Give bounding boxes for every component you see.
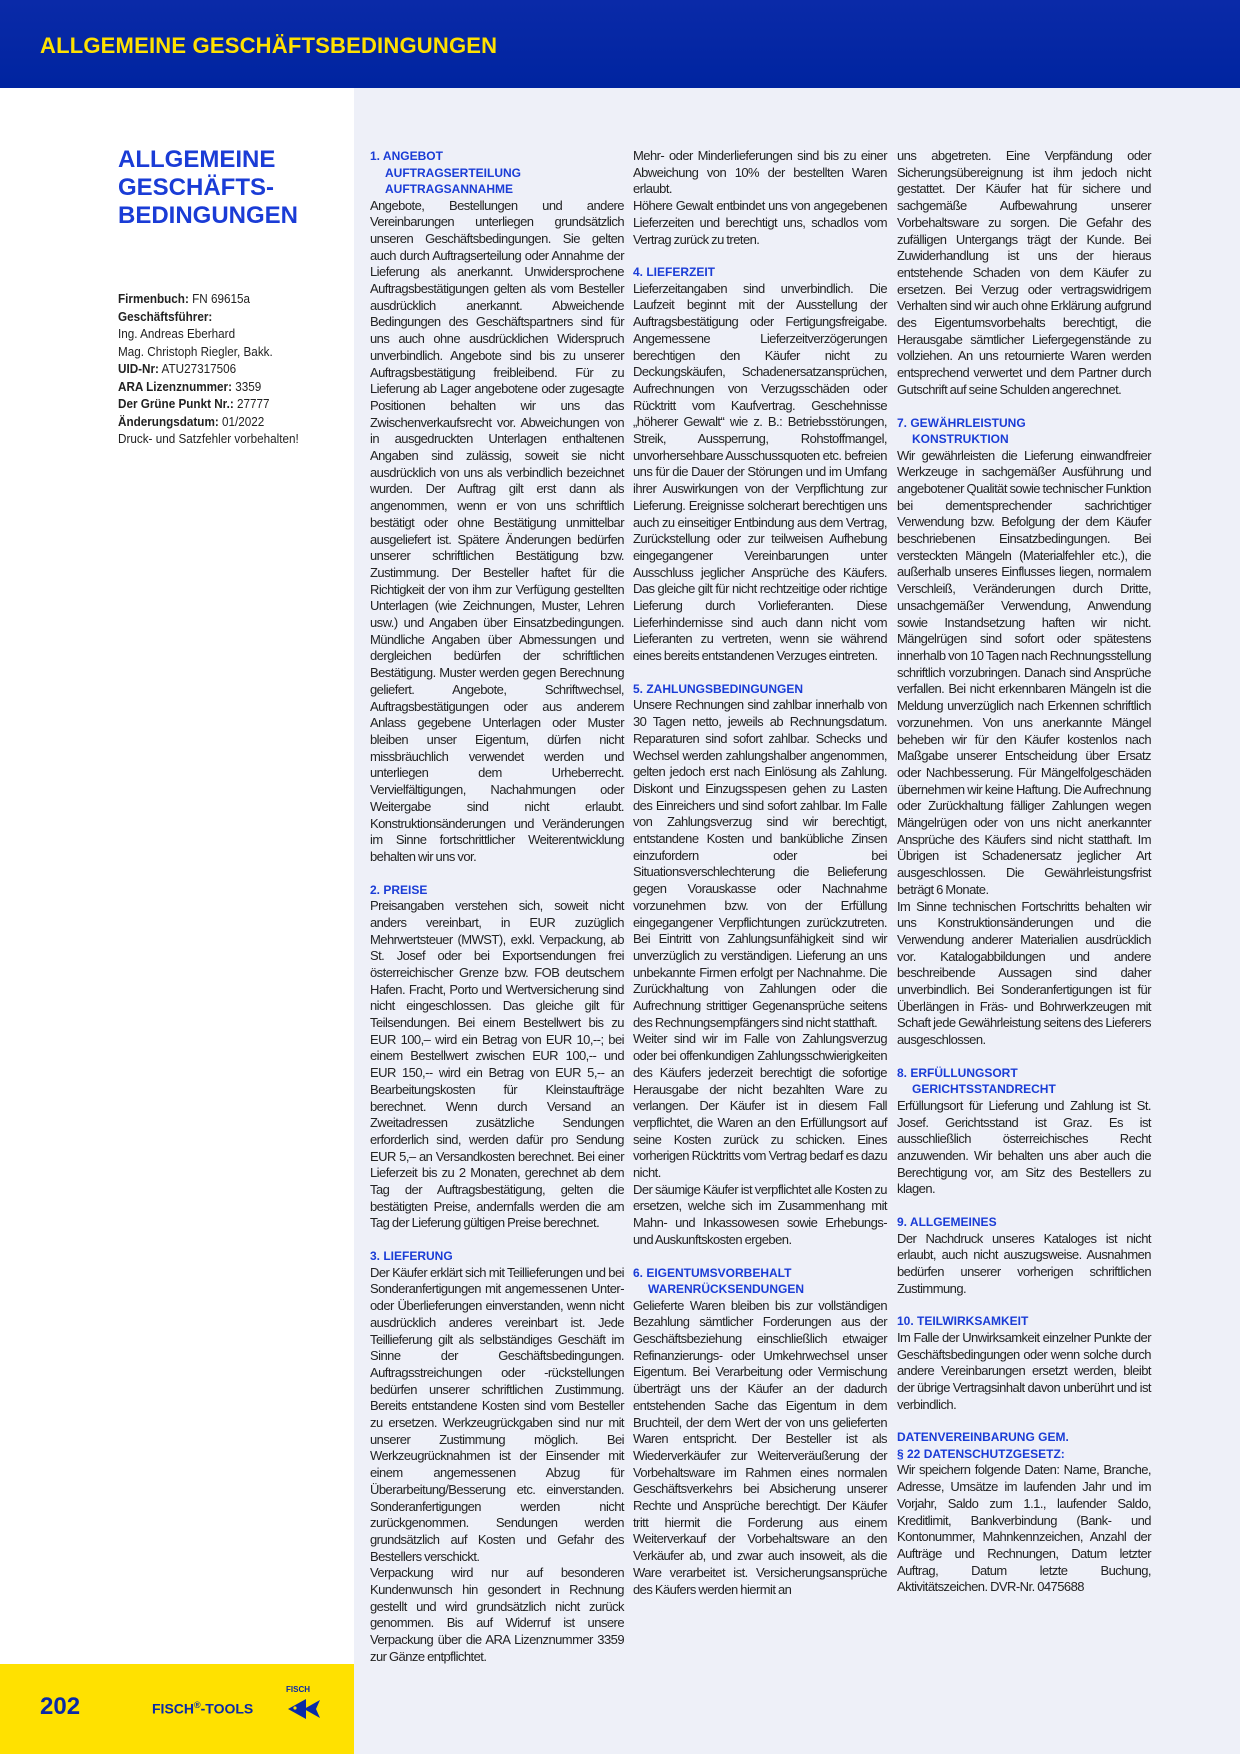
section-heading — [897, 415, 1151, 448]
section-paragraph: uns abgetreten. Eine Verpfändung oder Sicherungsübereignung ist ihm jedoch nicht gestattet. Der Käufer hat für sichere und sachgemäße Aufbewahrung unserer Vorbehaltsware zu sorgen. Die Gefahr des zufälligen Untergangs trägt der Kunde. Bei Zuwiderhandlung ist uns der hieraus entstehende Schaden von dem Käufer zu ersetzen. Bei Verzug oder vertragswidrigem Verhalten sind wir auch ohne Erklärung aufgrund des Eigentumsvorbehalts berechtigt, die Herausgabe sämtlicher Liefergegenstände zu vollziehen. An uns retournierte Waren werden entsprechend verwertet und dem Partner durch Gutschrift auf seine Schulden angerechnet. — [897, 148, 1151, 397]
section-zahlungsbedingungen — [633, 681, 887, 1249]
section-paragraph: Der säumige Käufer ist verpflichtet alle Kosten zu ersetzen, welche sich im Zusammenhang mit Mahn- und Inkassowesen sowie Erhebungs- und Auskunftskosten ergeben. — [633, 1181, 887, 1247]
info-value: 01/2022 — [218, 413, 265, 429]
section-heading-line: 10. TEILWIRKSAMKEIT — [897, 1314, 1029, 1329]
section-heading-line: 3. LIEFERUNG — [370, 1249, 453, 1264]
page-number: 202 — [40, 1693, 81, 1720]
section-lieferung-continued — [633, 148, 887, 248]
section-heading-line: WARENRÜCKSENDUNGEN — [648, 1282, 805, 1297]
column-1 — [370, 148, 624, 1682]
section-heading-line: 6. EIGENTUMSVORBEHALT — [633, 1265, 792, 1280]
info-value: Ing. Andreas Eberhard — [118, 326, 236, 341]
section-paragraph: Preisangaben verstehen sich, soweit nicht anders vereinbart, in EUR zuzüglich Mehrwertsteuer (MWST), exkl. Verpackung, ab St. Josef oder bei Exportsendungen frei österreichischer Grenze bzw. FOB deutschem Hafen. Fracht, Porto und Wertversicherung sind nicht eingeschlossen. Das gleiche gilt für Teilsendungen. Bei einem Bestellwert bis zu EUR 100,– wird ein Betrag von EUR 10,--; bei einem Bestellwert zwischen EUR 100,-- und EUR 150,-- wird ein Betrag von EUR 5,-- an Bearbeitungskosten für Kleinstaufträge berechnet. Wenn durch Versand an Zweitadressen zusätzliche Sendungen erforderlich sind, werden dafür pro Sendung EUR 5,– an Versandkosten berechnet. Bei einer Lieferzeit bis zu 2 Monaten, gerechnet ab dem Tag der Auftragsbestätigung, gelten die bestätigten Preise, andernfalls werden die am Tag der Lieferung gültigen Preise berechnet. — [370, 898, 624, 1231]
section-eigentumsvorbehalt-continued — [897, 148, 1151, 399]
section-heading — [897, 1313, 1151, 1330]
info-row — [118, 395, 338, 413]
info-row — [118, 290, 338, 308]
section-paragraph: Wir speichern folgende Daten: Name, Branche, Adresse, Umsätze im laufenden Jahr und im Vorjahr, Saldo zum 1.1., laufender Saldo, Kreditlimit, Bankverbindung (Bank- und Kontonummer, Mahnkennzeichen, Anzahl der Aufträge und Rechnungen, Datum letzter Auftrag, Datum letzte Buchung, Aktivitätszeichen. DVR-Nr. 0475688 — [897, 1462, 1151, 1595]
page-title — [118, 146, 338, 230]
section-heading-line: KONSTRUKTION — [912, 432, 1009, 447]
info-label: Änderungsdatum: — [118, 413, 219, 429]
section-paragraph: Erfüllungsort für Lieferung und Zahlung ist St. Josef. Gerichtsstand ist Graz. Es ist ausschließlich österreichisches Recht anzuwenden. Wir behalten uns aber auch die Berechtigung vor, am Sitz des Bestellers zu klagen. — [897, 1097, 1151, 1197]
info-row — [118, 308, 338, 326]
info-label: Der Grüne Punkt Nr.: — [118, 396, 234, 411]
section-heading-line: § 22 DATENSCHUTZGESETZ: — [897, 1446, 1065, 1461]
section-heading — [633, 681, 887, 698]
section-paragraph: Lieferzeitangaben sind unverbindlich. Die Laufzeit beginnt mit der Ausstellung der Auftragsbestätigung oder Fertigungsfreigabe. Angemessene Lieferzeitverzögerungen berechtigen den Käufer nicht zu Deckungskäufen, Schadenersatzansprüchen, Aufrechnungen von Verzugsschäden oder Rücktritt vom Kaufvertrag. Geschehnisse „höherer Gewalt“ wie z. B.: Betriebsstörungen, Streik, Aussperrung, Rohstoffmangel, unvorhersehbare Ausschussquoten etc. befreien uns für die Dauer der Störungen und im Umfang ihrer Auswirkungen von der Verpflichtung zur Lieferung. Ereignisse solcherart berechtigen uns auch zu einseitiger Entbindung aus dem Vertrag, Zurückstellung oder zur teilweisen Aufhebung eingegangener Vereinbarungen unter Ausschluss jeglicher Ansprüche des Käufers. Das gleiche gilt für nicht rechtzeitige oder richtige Lieferung durch Vorlieferanten. Diese Lieferhindernisse sind auch dann nicht vom Lieferanten zu vertreten, wenn sie während eines bereits entstandenen Verzuges eintreten. — [633, 280, 887, 664]
section-heading — [370, 882, 624, 899]
section-heading — [897, 1214, 1151, 1231]
section-paragraph: Verpackung wird nur auf besonderen Kundenwunsch hin gesondert in Rechnung gestellt und wird grundsätzlich nicht zurück genommen. Bis auf Widerruf ist unsere Verpackung über die ARA Lizenznummer 3359 zur Gänze entpflichtet. — [370, 1565, 624, 1664]
section-heading-line: DATENVEREINBARUNG GEM. — [897, 1430, 1069, 1445]
section-heading-line: AUFTRAGSERTEILUNG — [385, 165, 521, 180]
section-paragraph: Der Nachdruck unseres Kataloges ist nicht erlaubt, auch nicht auszugsweise. Ausnahmen bedürfen unserer vorherigen schriftlichen Zustimmung. — [897, 1230, 1151, 1296]
section-heading-line: 7. GEWÄHRLEISTUNG — [897, 415, 1026, 430]
info-label: Geschäftsführer: — [118, 308, 213, 324]
info-value: FN 69615a — [188, 291, 251, 306]
logo-text: FISCH — [286, 1685, 310, 1694]
section-gewaehrleistung — [897, 415, 1151, 1049]
section-heading — [633, 1265, 887, 1298]
section-heading-line: 1. ANGEBOT — [370, 149, 443, 163]
info-value: Mag. Christoph Riegler, Bakk. — [118, 343, 273, 359]
info-row — [118, 343, 338, 361]
page-title-line: BEDINGUNGEN — [118, 202, 299, 229]
section-heading — [897, 1065, 1151, 1098]
company-info — [118, 290, 338, 448]
info-label: ARA Lizenznummer: — [118, 378, 232, 394]
brand-suffix: -TOOLS — [200, 1700, 254, 1717]
section-paragraph: Mehr- oder Minderlieferungen sind bis zu einer Abweichung von 10% der bestellten Waren erlaubt. — [633, 148, 887, 197]
section-paragraph: Höhere Gewalt entbindet uns von angegebenen Lieferzeiten und berechtigt uns, schadlos vom Vertrag zurück zu treten. — [633, 198, 887, 247]
info-row — [118, 325, 338, 343]
fish-logo-icon — [282, 1683, 326, 1723]
info-row — [118, 360, 338, 378]
brand-name — [152, 1700, 253, 1717]
section-heading — [370, 148, 624, 198]
registered-mark: ® — [194, 1700, 201, 1710]
section-heading-line: 2. PREISE — [370, 882, 428, 897]
section-paragraph: Wir gewährleisten die Lieferung einwandfreier Werkzeuge in sachgemäßer Ausführung und angebotener Qualität sowie technischer Funktion bei dementsprechender sachrichtiger Verwendung bzw. Befolgung der dem Käufer beschriebenen Einsatzbedingungen. Bei versteckten Mängeln (Materialfehler etc.), die außerhalb unseres Einflusses liegen, normalem Verschleiß, Veränderungen durch Dritte, unsachgemäßer Verwendung, Anwendung sowie Instandsetzung haften wir nicht. Mängelrügen sind sofort oder spätestens innerhalb von 10 Tagen nach Rechnungsstellung schriftlich vorzubringen. Danach sind Ansprüche verfallen. Bei nicht erkennbaren Mängeln ist die Meldung unverzüglich nach Erkennen schriftlich vorzunehmen. Von uns anerkannte Mängel beheben wir für den Käufer kostenlos nach Maßgabe unserer Entscheidung über Ersatz oder Nachbesserung. Für Mängelfolgeschäden übernehmen wir keine Haftung. Die Aufrechnung oder Zurückhaltung fälliger Zahlungen wegen Mängelrügen oder von uns nicht anerkannter Ansprüche des Käufers sind nicht statthaft. Im Übrigen ist Schadenersatz jeglicher Art ausgeschlossen. Die Gewährleistungsfrist beträgt 6 Monate. — [897, 447, 1151, 897]
section-lieferzeit — [633, 264, 887, 665]
section-paragraph: Unsere Rechnungen sind zahlbar innerhalb von 30 Tagen netto, jeweils ab Rechnungsdatum. Reparaturen sind sofort zahlbar. Schecks und Wechsel werden zahlungshalber angenommen, gelten jedoch erst nach Einlösung als Zahlung. Diskont und Einzugsspesen gehen zu Lasten des Einreichers und sind sofort zahlbar. Im Falle von Zahlungsverzug sind wir berechtigt, entstandene Kosten und bankübliche Zinsen einzufordern oder bei Situationsverschlechterung die Belieferung gegen Vorauskasse oder Nachnahme vorzunehmen bzw. von der Erfüllung eingegangener Verpflichtungen zurückzutreten. Bei Eintritt von Zahlungsunfähigkeit sind wir unverzüglich zu verständigen. Lieferung an uns unbekannte Firmen erfolgt per Nachnahme. Die Zurückhaltung von Zahlungen oder die Aufrechnung strittiger Gegenansprüche seitens des Rechnungsempfängers sind nicht statthaft. — [633, 697, 887, 1030]
section-heading-line: 8. ERFÜLLUNGSORT — [897, 1065, 1018, 1080]
section-heading-line: 4. LIEFERZEIT — [633, 265, 716, 280]
left-column — [118, 146, 338, 448]
info-value: 27777 — [233, 396, 270, 411]
info-label: Firmenbuch: — [118, 291, 189, 306]
section-paragraph: Weiter sind wir im Falle von Zahlungsverzug oder bei offenkundigen Zahlungsschwierigkeiten des Käufers jederzeit berechtigt die sofortige Herausgabe der nicht bezahlten Ware zu verlangen. Der Käufer ist in diesem Fall verpflichtet, die Waren an den Erfüllungsort auf seine Kosten zurück zu schicken. Eines vorherigen Rücktritts vom Vertrag bedarf es dazu nicht. — [633, 1031, 887, 1181]
section-heading-line: 5. ZAHLUNGSBEDINGUNGEN — [633, 681, 804, 696]
section-paragraph: Im Sinne technischen Fortschritts behalten wir uns Konstruktionsänderungen und die Verwendung anderer Materialien ausdrücklich vor. Katalogabbildungen und andere beschreibende Aussagen sind daher unverbindlich. Bei Sonderanfertigungen ist für Überlängen in Fräs- und Bohrwerkzeugen mit Schaft jede Gewährleistung seitens des Lieferers ausgeschlossen. — [897, 898, 1151, 1048]
section-heading — [897, 1429, 1151, 1462]
section-heading-line: GERICHTSSTANDRECHT — [912, 1082, 1056, 1097]
section-paragraph: Gelieferte Waren bleiben bis zur vollständigen Bezahlung sämtlicher Forderungen aus der Geschäftsbeziehung einschließlich etwaiger Refinanzierungs- oder Umkehrwechsel unser Eigentum. Bei Verarbeitung oder Vermischung überträgt uns der Käufer an der dadurch entstehenden Sache das Eigentum in dem Bruchteil, der dem Wert der von uns gelieferten Waren entspricht. Der Besteller ist als Wiederverkäufer zur Weiterveräußerung der Vorbehaltsware im Rahmen eines normalen Geschäftsverkehrs bei Absicherung unserer Rechte und Ansprüche berechtigt. Der Käufer tritt hiermit die Forderung aus einem Weiterverkauf der Vorbehaltsware an den Verkäufer ab, und zwar auch insoweit, als die Ware verarbeitet ist. Versicherungsansprüche des Käufers werden hiermit an — [633, 1297, 887, 1597]
section-heading — [370, 1248, 624, 1265]
section-heading-line: 9. ALLGEMEINES — [897, 1215, 997, 1230]
page-title-line: ALLGEMEINE — [118, 146, 276, 173]
section-erfuellungsort — [897, 1065, 1151, 1198]
info-row — [118, 378, 338, 396]
page-title-line: GESCHÄFTS- — [118, 174, 274, 201]
section-paragraph: Im Falle der Unwirksamkeit einzelner Punkte der Geschäftsbedingungen oder wenn solche durch andere Vereinbarungen ersetzt werden, bleibt der übrige Vertragsinhalt davon unberührt und ist verbindlich. — [897, 1329, 1151, 1412]
section-eigentumsvorbehalt — [633, 1265, 887, 1599]
info-value: 3359 — [231, 378, 262, 394]
header-title: ALLGEMEINE GESCHÄFTSBEDINGUNGEN — [40, 33, 498, 58]
brand-text: FISCH — [152, 1700, 194, 1717]
info-label: UID-Nr: — [118, 361, 159, 376]
section-angebot — [370, 148, 624, 866]
section-heading — [633, 264, 887, 281]
section-teilwirksamkeit — [897, 1313, 1151, 1413]
section-heading-line: AUFTRAGSANNAHME — [385, 182, 513, 196]
info-row — [118, 430, 338, 448]
section-preise — [370, 882, 624, 1233]
section-paragraph: Der Käufer erklärt sich mit Teillieferungen und bei Sonderanfertigungen mit angemessenen Unter- oder Überlieferungen einverstanden, wenn nicht ausdrücklich anderes vereinbart ist. Jede Teillieferung gilt als selbständiges Geschäft im Sinne der Geschäftsbedingungen. Auftragsstreichungen oder -rückstellungen bedürfen unserer schriftlichen Zustimmung. Bereits entstandene Kosten sind vom Besteller zu ersetzen. Werkzeugrückgaben sind nur mit unserer Zustimmung möglich. Bei Werkzeugrücknahmen ist der Einsender mit einem angemessenen Abzug für Überarbeitung/Besserung etc. einverstanden. Sonderanfertigungen werden nicht zurückgenommen. Sendungen werden grundsätzlich auf Kosten und Gefahr des Bestellers verschickt. — [370, 1264, 624, 1564]
section-datenvereinbarung — [897, 1429, 1151, 1596]
column-3 — [897, 148, 1151, 1612]
info-row — [118, 413, 338, 431]
section-allgemeines — [897, 1214, 1151, 1297]
section-lieferung — [370, 1248, 624, 1665]
info-value: ATU27317506 — [158, 361, 237, 376]
column-2 — [633, 148, 887, 1614]
section-paragraph: Angebote, Bestellungen und andere Vereinbarungen unterliegen grundsätzlich unseren Geschäftsbedingungen. Sie gelten auch durch Auftragserteilung oder Annahme der Lieferung als anerkannt. Unwidersprochene Auftragsbestätigungen gelten als vom Besteller ausdrücklich anerkannt. Abweichende Bedingungen des Geschäftspartners sind für uns auch ohne ausdrücklichen Widerspruch unverbindlich. Angebote sind bis zu unserer Auftragsbestätigung freibleibend. Für zu Lieferung ab Lager angebotene oder zugesagte Positionen behalten wir uns das Zwischenverkaufsrecht vor. Abweichungen von in ausgedruckten Unterlagen enthaltenen Angaben sind zulässig, soweit sie nicht ausdrücklich von uns als verbindlich bezeichnet wurden. Der Auftrag gilt erst dann als angenommen, wenn er von uns schriftlich bestätigt oder ohne Bestätigung unmittelbar ausgeliefert ist. Spätere Änderungen bedürfen unserer schriftlichen Bestätigung bzw. Zustimmung. Der Besteller haftet für die Richtigkeit der von ihm zur Verfügung gestellten Unterlagen (wie Zeichnungen, Muster, Lehren usw.) und Angaben über Einsatzbedingungen. Mündliche Angaben über Abmessungen und dergleichen bedürfen der schriftlichen Bestätigung. Muster werden gegen Berechnung geliefert. Angebote, Schriftwechsel, Auftragsbestätigungen oder aus anderem Anlass gegebene Unterlagen oder Muster bleiben unser Eigentum, dürfen nicht missbräuchlich verwendet werden und unterliegen dem Urheberrecht. Vervielfältigungen, Nachahmungen oder Weitergabe sind nicht erlaubt. Konstruktionsänderungen und Veränderungen im Sinne fortschrittlicher Weiterentwicklung behalten wir uns vor. — [370, 197, 624, 864]
info-value: Druck- und Satzfehler vorbehalten! — [118, 431, 299, 446]
